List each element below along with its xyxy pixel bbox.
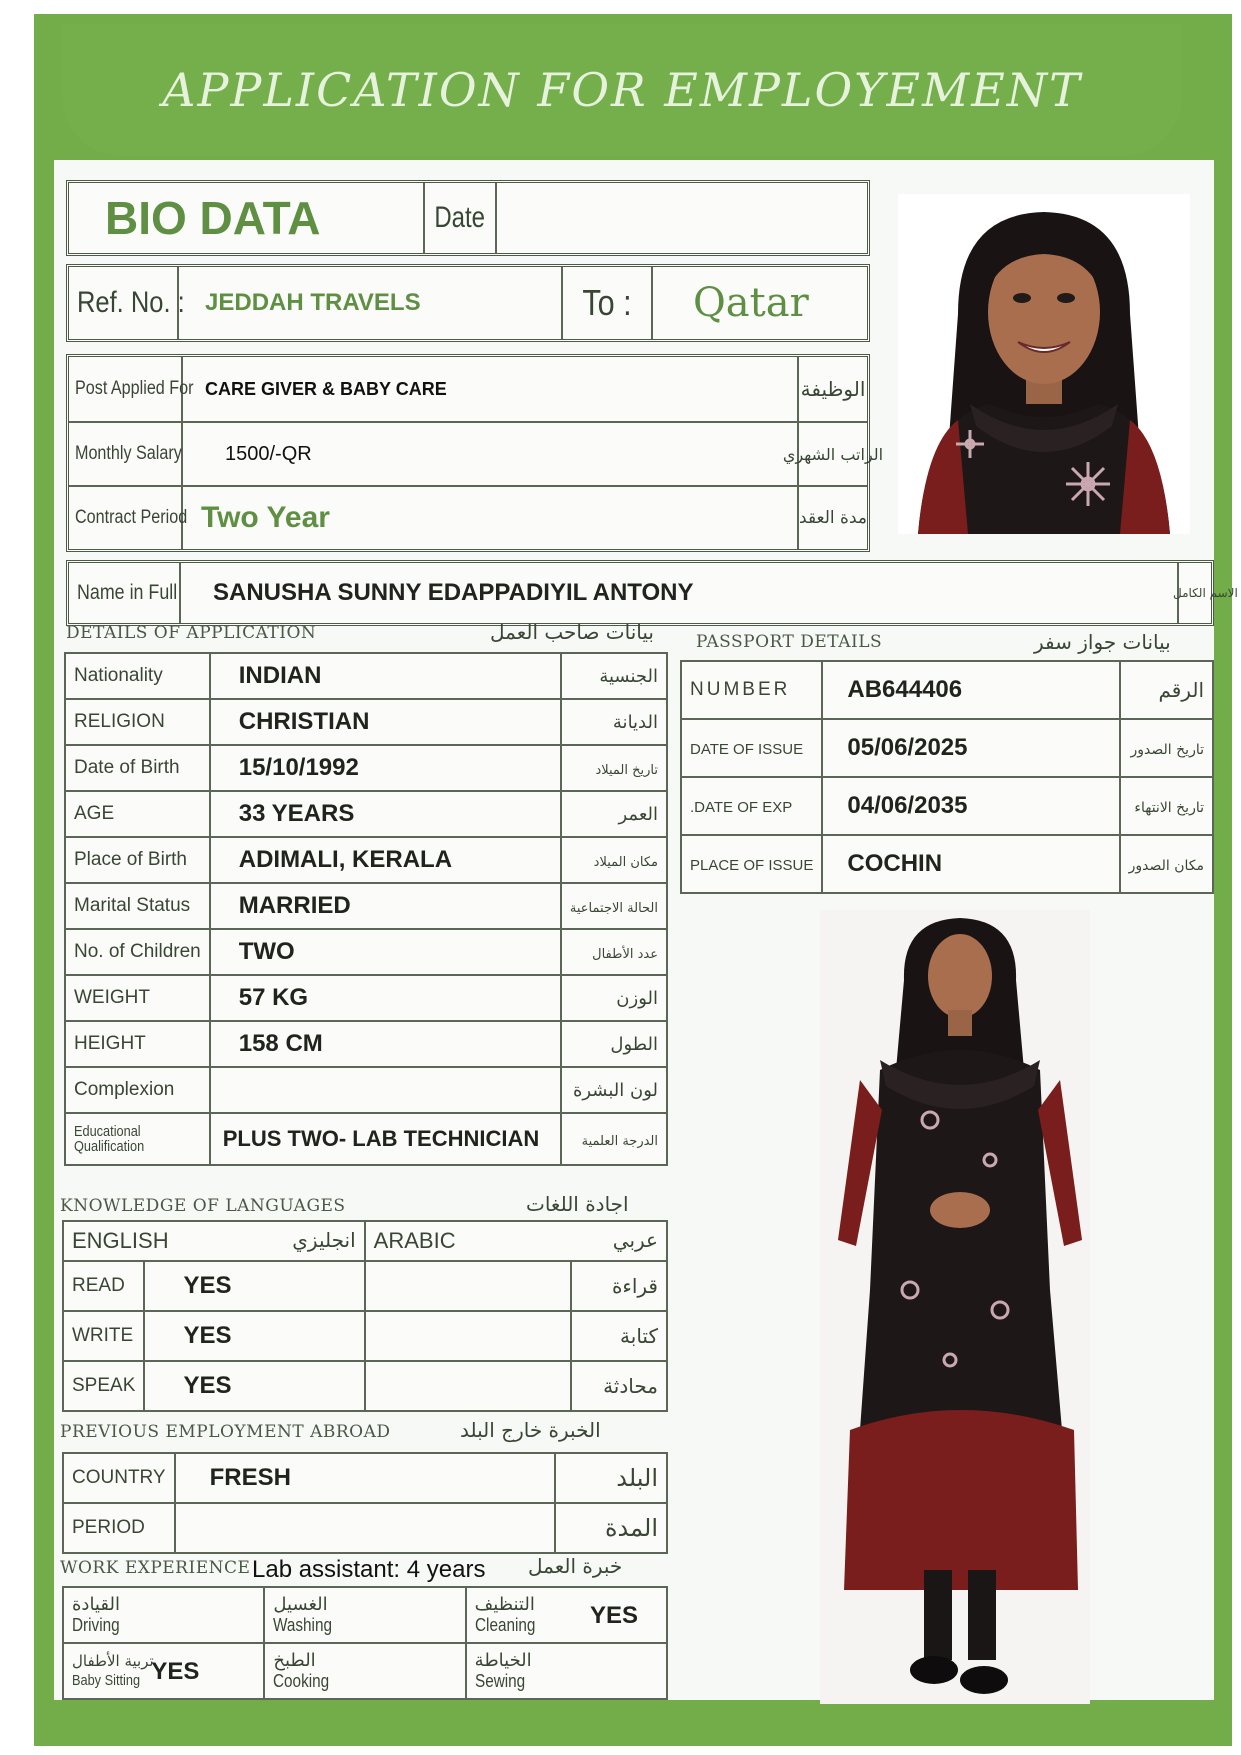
ref-label: Ref. No. :: [77, 286, 185, 319]
previous-label: COUNTRY: [72, 1467, 166, 1488]
contract-ar: مدة العقد: [799, 508, 867, 528]
passport-table: [680, 660, 1214, 894]
application-label: Date of Birth: [74, 757, 180, 778]
application-ar: لون البشرة: [572, 1079, 658, 1101]
language-skill-label: SPEAK: [72, 1375, 136, 1396]
application-label: Complexion: [74, 1079, 175, 1100]
application-label: Educational Qualification: [74, 1123, 145, 1155]
bio-data-label: BIO DATA: [105, 192, 321, 244]
arabic-header-ar: عربي: [612, 1228, 658, 1252]
page-title: APPLICATION FOR EMPLOYEMENT: [162, 63, 1082, 117]
previous-ar: البلد: [616, 1464, 658, 1492]
previous-title-ar: الخبرة خارج البلد: [460, 1418, 601, 1442]
contract-value: Two Year: [201, 501, 330, 534]
work-cell: [63, 1587, 264, 1643]
work-cell-en: Baby Sitting: [72, 1672, 141, 1689]
application-row: [65, 883, 667, 929]
salary-label: Monthly Salary: [75, 443, 182, 464]
job-box: [66, 354, 884, 552]
passport-row: [681, 835, 1213, 893]
work-cell-en: Cleaning: [474, 1615, 536, 1635]
name-box: [66, 560, 1238, 626]
application-value: 33 YEARS: [238, 800, 355, 827]
application-label: HEIGHT: [74, 1033, 146, 1054]
passport-ar: تاريخ الانتهاء: [1134, 799, 1204, 816]
passport-row: [681, 661, 1213, 719]
application-label: Nationality: [74, 665, 163, 686]
application-row: [65, 1113, 667, 1165]
language-row: [63, 1261, 667, 1311]
passport-title: PASSPORT DETAILS: [696, 632, 883, 652]
salary-value: 1500/-QR: [225, 442, 312, 465]
name-ar: الاسم الكامل: [1173, 586, 1238, 600]
application-row: [65, 791, 667, 837]
application-ar: الديانة: [612, 711, 658, 733]
ref-value: JEDDAH TRAVELS: [205, 289, 421, 316]
date-label: Date: [434, 201, 486, 234]
application-value: MARRIED: [238, 892, 351, 919]
passport-ar: مكان الصدور: [1128, 857, 1204, 874]
previous-value: FRESH: [209, 1464, 291, 1491]
language-skill-label: READ: [72, 1275, 125, 1296]
application-label: AGE: [74, 803, 115, 824]
previous-title: PREVIOUS EMPLOYMENT ABROAD: [60, 1422, 391, 1442]
application-row: [65, 653, 667, 699]
work-cell-ar: القيادة: [72, 1594, 120, 1615]
passport-value: 04/06/2035: [847, 792, 968, 819]
work-cell: [466, 1587, 667, 1643]
headshot-photo: [898, 194, 1190, 534]
work-cell: [264, 1643, 465, 1699]
previous-row: [63, 1503, 667, 1553]
passport-label: PLACE OF ISSUE: [690, 856, 814, 874]
salary-ar: الراتب الشهري: [782, 444, 884, 464]
work-title: WORK EXPERIENCE: [60, 1558, 251, 1578]
language-skill-ar: كتابة: [620, 1324, 658, 1348]
application-value: ADIMALI, KERALA: [238, 846, 453, 873]
english-level: YES: [183, 1272, 232, 1299]
passport-label: NUMBER: [690, 679, 791, 700]
passport-value: AB644406: [847, 676, 963, 703]
languages-title: KNOWLEDGE OF LANGUAGES: [60, 1196, 346, 1216]
application-label: WEIGHT: [74, 987, 150, 1008]
application-row: [65, 745, 667, 791]
arabic-header: ARABIC عربي: [365, 1221, 667, 1261]
application-ar: الحالة الاجتماعية: [569, 900, 658, 916]
application-ar: عدد الأطفال: [592, 946, 658, 962]
application-value: TWO: [238, 938, 295, 965]
application-row: [65, 1067, 667, 1113]
application-value: 158 CM: [238, 1030, 323, 1057]
to-label: To :: [582, 282, 632, 323]
application-label: Marital Status: [74, 895, 191, 916]
passport-label: .DATE OF EXP: [690, 798, 793, 816]
work-cell-value: YES: [589, 1602, 638, 1629]
work-title-ar: خبرة العمل: [528, 1554, 623, 1578]
work-cell-ar: الطبخ: [273, 1650, 316, 1671]
work-row: [63, 1587, 667, 1643]
work-cell: [264, 1587, 465, 1643]
english-level: YES: [183, 1322, 232, 1349]
work-cell-en: Washing: [273, 1615, 333, 1635]
header-band: [62, 24, 1182, 156]
previous-row: [63, 1453, 667, 1503]
application-ar: الوزن: [616, 987, 658, 1009]
previous-ar: المدة: [604, 1514, 658, 1542]
ref-box: [66, 264, 870, 342]
language-skill-ar: قراءة: [611, 1274, 658, 1298]
work-cell-en: Sewing: [474, 1671, 525, 1691]
application-value: CHRISTIAN: [238, 708, 370, 735]
work-cell-en: Cooking: [273, 1671, 330, 1691]
bio-data-box: [66, 180, 870, 256]
full-body-photo: [820, 910, 1090, 1704]
contract-row: [69, 487, 867, 549]
language-skill-ar: محادثة: [603, 1374, 658, 1398]
work-cell: [63, 1643, 264, 1699]
passport-value: 05/06/2025: [847, 734, 968, 761]
application-row: [65, 929, 667, 975]
application-table: [64, 652, 668, 1166]
work-cell-en: Driving: [72, 1615, 120, 1635]
application-title-ar: بيانات صاحب العمل: [490, 620, 654, 644]
application-ar: تاريخ الميلاد: [595, 762, 658, 778]
application-value: INDIAN: [238, 662, 322, 689]
previous-table: [62, 1452, 668, 1554]
application-row: [65, 975, 667, 1021]
application-label: RELIGION: [74, 711, 165, 732]
post-value: CARE GIVER & BABY CARE: [205, 378, 447, 399]
languages-table: [62, 1220, 668, 1412]
work-cell-ar: الخياطة: [474, 1650, 532, 1671]
passport-ar: الرقم: [1158, 678, 1204, 702]
application-value: 57 KG: [238, 984, 309, 1011]
language-row: [63, 1311, 667, 1361]
post-label: Post Applied For: [75, 378, 194, 399]
work-cell-value: YES: [151, 1658, 200, 1685]
work-cell-ar: الغسيل: [273, 1594, 328, 1615]
application-ar: الدرجة العلمية: [581, 1133, 658, 1149]
passport-row: [681, 719, 1213, 777]
application-value: 15/10/1992: [238, 754, 359, 781]
application-ar: الجنسية: [599, 665, 658, 687]
post-row: [69, 357, 867, 423]
passport-label: DATE OF ISSUE: [690, 740, 804, 758]
application-label: Place of Birth: [74, 849, 187, 870]
application-ar: مكان الميلاد: [593, 854, 658, 870]
to-value: Qatar: [693, 280, 809, 326]
passport-ar: تاريخ الصدور: [1130, 741, 1204, 758]
contract-label: Contract Period: [75, 507, 188, 528]
passport-value: COCHIN: [847, 850, 943, 877]
work-table: [62, 1586, 668, 1700]
application-row: [65, 699, 667, 745]
application-label: No. of Children: [74, 941, 201, 962]
salary-row: [69, 423, 884, 487]
languages-title-ar: اجادة اللغات: [526, 1192, 629, 1216]
passport-title-ar: بيانات جواز سفر: [1034, 630, 1171, 654]
application-value: PLUS TWO- LAB TECHNICIAN: [222, 1126, 540, 1151]
work-cell-ar: التنظيف: [474, 1594, 535, 1615]
application-ar: العمر: [618, 803, 658, 825]
application-row: [65, 837, 667, 883]
work-note: Lab assistant: 4 years: [252, 1556, 486, 1583]
name-value: SANUSHA SUNNY EDAPPADIYIL ANTONY: [213, 579, 694, 606]
language-skill-label: WRITE: [72, 1325, 134, 1346]
application-row: [65, 1021, 667, 1067]
english-header: ENGLISH انجليزي: [63, 1221, 365, 1261]
english-level: YES: [183, 1372, 232, 1399]
work-row: [63, 1643, 667, 1699]
post-ar: الوظيفة: [800, 377, 866, 401]
english-header-ar: انجليزي: [292, 1228, 356, 1252]
work-cell-ar: تربية الأطفال: [72, 1652, 154, 1670]
application-title: DETAILS OF APPLICATION: [66, 623, 317, 643]
work-cell: [466, 1643, 667, 1699]
name-label: Name in Full: [77, 581, 178, 604]
passport-row: [681, 777, 1213, 835]
application-ar: الطول: [610, 1033, 658, 1055]
previous-label: PERIOD: [72, 1517, 145, 1538]
language-row: [63, 1361, 667, 1411]
